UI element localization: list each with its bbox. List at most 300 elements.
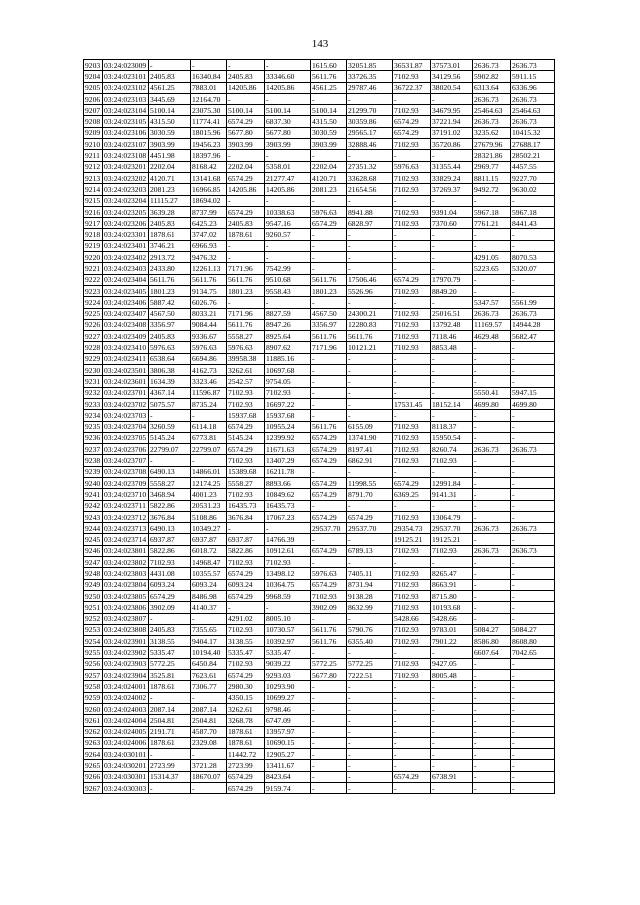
- table-row: [84, 376, 555, 387]
- table-cell: -: [227, 602, 265, 613]
- table-cell: 03:24:023201: [103, 161, 149, 172]
- table-cell: 9242: [84, 500, 103, 511]
- table-cell: 13141.68: [191, 172, 227, 183]
- table-cell: 5558.27: [227, 331, 265, 342]
- table-cell: 4315.50: [149, 116, 191, 127]
- table-cell: 3030.59: [311, 127, 347, 138]
- table-cell: 03:24:024006: [103, 737, 149, 748]
- table-cell: 8423.64: [265, 771, 311, 782]
- table-cell: 7901.22: [431, 636, 473, 647]
- table-cell: -: [431, 760, 473, 771]
- table-cell: -: [473, 342, 511, 353]
- table-cell: 7102.93: [393, 172, 431, 183]
- table-cell: 11442.72: [227, 749, 265, 760]
- table-cell: 36531.87: [393, 60, 431, 71]
- table-cell: 10912.61: [265, 545, 311, 556]
- table-row: [84, 116, 555, 127]
- table-cell: -: [227, 297, 265, 308]
- table-cell: 9253: [84, 624, 103, 635]
- table-cell: -: [347, 240, 393, 251]
- table-cell: 33829.24: [431, 172, 473, 183]
- table-cell: -: [473, 500, 511, 511]
- table-cell: -: [191, 410, 227, 421]
- table-cell: 6574.29: [347, 511, 393, 522]
- table-cell: 2636.73: [511, 523, 555, 534]
- table-cell: 9245: [84, 534, 103, 545]
- table-cell: 03:24:023102: [103, 82, 149, 93]
- table-cell: 11998.55: [347, 477, 393, 488]
- table-cell: -: [511, 195, 555, 206]
- table-cell: 03:24:024003: [103, 703, 149, 714]
- table-cell: 03:24:023408: [103, 319, 149, 330]
- table-cell: -: [227, 523, 265, 534]
- table-cell: -: [311, 93, 347, 104]
- table-cell: 5976.63: [311, 568, 347, 579]
- table-cell: 1878.61: [149, 737, 191, 748]
- table-cell: 7102.93: [227, 624, 265, 635]
- table-cell: -: [265, 195, 311, 206]
- table-cell: -: [347, 353, 393, 364]
- table-cell: 3903.99: [311, 139, 347, 150]
- table-cell: 7102.93: [227, 489, 265, 500]
- table-cell: -: [393, 726, 431, 737]
- table-row: [84, 421, 555, 432]
- table-row: [84, 398, 555, 409]
- table-cell: 03:24:024004: [103, 715, 149, 726]
- table-cell: 2723.99: [227, 760, 265, 771]
- table-cell: 7102.93: [393, 421, 431, 432]
- table-row: [84, 602, 555, 613]
- table-cell: -: [511, 432, 555, 443]
- table-cell: 2504.81: [149, 715, 191, 726]
- table-cell: 6738.91: [431, 771, 473, 782]
- table-cell: 6355.40: [347, 636, 393, 647]
- table-cell: 29537.70: [431, 523, 473, 534]
- table-cell: -: [311, 376, 347, 387]
- table-cell: 9236: [84, 432, 103, 443]
- table-cell: -: [311, 263, 347, 274]
- table-cell: -: [347, 647, 393, 658]
- table-cell: -: [431, 195, 473, 206]
- table-row: [84, 206, 555, 217]
- table-cell: 33628.68: [347, 172, 393, 183]
- table-cell: 9210: [84, 139, 103, 150]
- table-cell: 3356.97: [311, 319, 347, 330]
- table-cell: 6694.86: [191, 353, 227, 364]
- table-cell: -: [473, 410, 511, 421]
- table-cell: 7761.21: [473, 218, 511, 229]
- table-cell: -: [473, 534, 511, 545]
- table-cell: 03:24:023714: [103, 534, 149, 545]
- table-row: [84, 240, 555, 251]
- table-cell: -: [511, 749, 555, 760]
- table-cell: 03:24:023501: [103, 365, 149, 376]
- table-cell: 6966.93: [191, 240, 227, 251]
- table-cell: 5145.24: [227, 432, 265, 443]
- table-cell: 8168.42: [191, 161, 227, 172]
- table-cell: 7542.99: [265, 263, 311, 274]
- table-cell: 12399.92: [265, 432, 311, 443]
- table-cell: 27688.17: [511, 139, 555, 150]
- table-cell: -: [511, 240, 555, 251]
- table-cell: -: [347, 500, 393, 511]
- table-cell: 5611.76: [311, 624, 347, 635]
- table-cell: 5611.76: [227, 274, 265, 285]
- table-cell: 5335.47: [265, 647, 311, 658]
- table-cell: 5976.63: [393, 161, 431, 172]
- table-cell: 17067.23: [265, 511, 311, 522]
- table-cell: -: [311, 647, 347, 658]
- table-cell: 7222.51: [347, 670, 393, 681]
- table-cell: 27679.96: [473, 139, 511, 150]
- table-cell: 3902.09: [149, 602, 191, 613]
- table-cell: 5682.47: [511, 331, 555, 342]
- table-cell: -: [473, 715, 511, 726]
- table-cell: 03:24:023706: [103, 444, 149, 455]
- table-row: [84, 195, 555, 206]
- table-cell: 14944.28: [511, 319, 555, 330]
- table-cell: -: [511, 613, 555, 624]
- table-cell: 16211.78: [265, 466, 311, 477]
- table-cell: 8486.98: [191, 590, 227, 601]
- table-cell: -: [511, 489, 555, 500]
- table-cell: 6093.24: [191, 579, 227, 590]
- table-cell: -: [347, 783, 393, 794]
- table-cell: -: [473, 353, 511, 364]
- table-cell: -: [311, 229, 347, 240]
- table-cell: 3902.09: [311, 602, 347, 613]
- table-cell: -: [473, 749, 511, 760]
- table-cell: 18397.96: [191, 150, 227, 161]
- table-cell: -: [473, 783, 511, 794]
- table-cell: 6313.64: [473, 82, 511, 93]
- table-cell: 7102.93: [393, 670, 431, 681]
- table-row: [84, 511, 555, 522]
- table-cell: 9404.17: [191, 636, 227, 647]
- table-cell: 03:24:023601: [103, 376, 149, 387]
- table-cell: 5611.76: [311, 421, 347, 432]
- table-cell: 37191.02: [431, 127, 473, 138]
- table-cell: -: [227, 60, 265, 71]
- table-cell: 27351.32: [347, 161, 393, 172]
- table-cell: 20531.23: [191, 500, 227, 511]
- table-cell: 4561.25: [149, 82, 191, 93]
- table-cell: -: [511, 602, 555, 613]
- table-cell: 2504.81: [191, 715, 227, 726]
- table-cell: 5145.24: [149, 432, 191, 443]
- table-row: [84, 229, 555, 240]
- table-cell: -: [347, 771, 393, 782]
- table-cell: -: [393, 353, 431, 364]
- table-cell: 9247: [84, 557, 103, 568]
- table-cell: 03:24:023101: [103, 71, 149, 82]
- table-cell: -: [393, 715, 431, 726]
- table-cell: 9227.70: [511, 172, 555, 183]
- table-cell: 9214: [84, 184, 103, 195]
- table-cell: 8260.74: [431, 444, 473, 455]
- table-cell: 3138.55: [227, 636, 265, 647]
- table-cell: 6574.29: [393, 477, 431, 488]
- table-cell: -: [311, 410, 347, 421]
- table-cell: 5772.25: [149, 658, 191, 669]
- table-cell: 9510.68: [265, 274, 311, 285]
- table-cell: 7118.46: [431, 331, 473, 342]
- table-cell: -: [511, 410, 555, 421]
- table-cell: 03:24:024001: [103, 681, 149, 692]
- table-cell: -: [511, 466, 555, 477]
- table-cell: 4315.50: [311, 116, 347, 127]
- table-cell: 7405.11: [347, 568, 393, 579]
- table-cell: 37573.01: [431, 60, 473, 71]
- table-cell: 9249: [84, 579, 103, 590]
- table-cell: 03:24:023204: [103, 195, 149, 206]
- table-cell: 9492.72: [473, 184, 511, 195]
- table-cell: 2087.14: [191, 703, 227, 714]
- table-cell: 7102.93: [265, 557, 311, 568]
- table-cell: -: [311, 353, 347, 364]
- table-cell: 16435.73: [227, 500, 265, 511]
- table-cell: -: [393, 229, 431, 240]
- table-row: [84, 365, 555, 376]
- table-cell: 8811.15: [473, 172, 511, 183]
- table-cell: 2636.73: [473, 93, 511, 104]
- table-cell: 6574.29: [311, 455, 347, 466]
- table-cell: 6773.81: [191, 432, 227, 443]
- table-cell: 1801.23: [311, 285, 347, 296]
- table-cell: 03:24:024005: [103, 726, 149, 737]
- table-cell: 35720.86: [431, 139, 473, 150]
- table-cell: 4451.98: [149, 150, 191, 161]
- table-cell: -: [265, 240, 311, 251]
- table-row: [84, 624, 555, 635]
- table-cell: 22799.07: [149, 444, 191, 455]
- table-cell: 37221.94: [431, 116, 473, 127]
- table-cell: -: [431, 263, 473, 274]
- table-cell: 03:24:023705: [103, 432, 149, 443]
- table-cell: 6026.76: [191, 297, 227, 308]
- table-cell: 9547.16: [265, 218, 311, 229]
- table-cell: 9259: [84, 692, 103, 703]
- table-cell: 6574.29: [311, 545, 347, 556]
- table-cell: 9476.32: [191, 252, 227, 263]
- table-cell: 4367.14: [149, 387, 191, 398]
- table-cell: 1615.60: [311, 60, 347, 71]
- table-cell: 5611.76: [311, 274, 347, 285]
- table-cell: 9226: [84, 319, 103, 330]
- table-cell: 6607.64: [473, 647, 511, 658]
- table-cell: 5611.76: [347, 331, 393, 342]
- table-cell: 1878.61: [227, 737, 265, 748]
- table-cell: 6574.29: [227, 670, 265, 681]
- table-cell: 5947.15: [511, 387, 555, 398]
- table-cell: -: [473, 511, 511, 522]
- table-cell: 4587.70: [191, 726, 227, 737]
- table-cell: 8941.88: [347, 206, 393, 217]
- table-cell: -: [431, 297, 473, 308]
- table-cell: -: [347, 263, 393, 274]
- table-cell: 28502.21: [511, 150, 555, 161]
- table-cell: 9211: [84, 150, 103, 161]
- table-cell: 7355.65: [191, 624, 227, 635]
- table-cell: 2191.71: [149, 726, 191, 737]
- table-body: [84, 60, 555, 794]
- table-cell: 7102.93: [149, 557, 191, 568]
- table-cell: 25464.63: [511, 105, 555, 116]
- table-cell: -: [473, 568, 511, 579]
- table-cell: 4162.73: [191, 365, 227, 376]
- table-cell: 9227: [84, 331, 103, 342]
- table-cell: -: [311, 500, 347, 511]
- table-cell: 10697.68: [265, 365, 311, 376]
- table-row: [84, 658, 555, 669]
- table-cell: 11774.41: [191, 116, 227, 127]
- table-cell: -: [431, 703, 473, 714]
- table-cell: -: [473, 240, 511, 251]
- table-cell: 03:24:023709: [103, 477, 149, 488]
- table-row: [84, 71, 555, 82]
- table-cell: 03:24:023104: [103, 105, 149, 116]
- table-cell: 7171.96: [311, 342, 347, 353]
- table-cell: -: [265, 252, 311, 263]
- table-row: [84, 647, 555, 658]
- table-cell: 6155.09: [347, 421, 393, 432]
- table-cell: 13064.79: [431, 511, 473, 522]
- table-cell: -: [393, 647, 431, 658]
- table-cell: -: [347, 297, 393, 308]
- table-row: [84, 444, 555, 455]
- table-cell: 03:24:023711: [103, 500, 149, 511]
- table-cell: 03:24:023409: [103, 331, 149, 342]
- table-cell: 5902.82: [473, 71, 511, 82]
- table-cell: 03:24:023708: [103, 466, 149, 477]
- table-row: [84, 410, 555, 421]
- table-cell: 9223: [84, 285, 103, 296]
- table-cell: -: [511, 511, 555, 522]
- table-cell: 3445.69: [149, 93, 191, 104]
- table-row: [84, 432, 555, 443]
- table-cell: 2636.73: [511, 545, 555, 556]
- table-cell: -: [191, 783, 227, 794]
- table-cell: 25016.51: [431, 308, 473, 319]
- table-row: [84, 387, 555, 398]
- table-cell: -: [473, 477, 511, 488]
- table-cell: -: [473, 274, 511, 285]
- table-cell: 9220: [84, 252, 103, 263]
- table-row: [84, 342, 555, 353]
- table-cell: 16340.84: [191, 71, 227, 82]
- table-row: [84, 568, 555, 579]
- table-cell: 13407.29: [265, 455, 311, 466]
- table-cell: 8441.43: [511, 218, 555, 229]
- table-cell: -: [511, 681, 555, 692]
- table-cell: -: [473, 579, 511, 590]
- table-row: [84, 82, 555, 93]
- table-cell: -: [431, 647, 473, 658]
- table-cell: -: [511, 760, 555, 771]
- table-cell: -: [265, 297, 311, 308]
- table-cell: -: [511, 229, 555, 240]
- table-row: [84, 749, 555, 760]
- table-cell: 6490.13: [149, 466, 191, 477]
- table-cell: 28321.86: [473, 150, 511, 161]
- table-cell: -: [511, 342, 555, 353]
- table-cell: -: [227, 252, 265, 263]
- table-cell: 9293.03: [265, 670, 311, 681]
- table-cell: -: [393, 195, 431, 206]
- table-cell: 4457.55: [511, 161, 555, 172]
- table-cell: 03:24:024002: [103, 692, 149, 703]
- table-cell: 1634.39: [149, 376, 191, 387]
- table-row: [84, 150, 555, 161]
- table-cell: 33346.60: [265, 71, 311, 82]
- table-cell: -: [473, 421, 511, 432]
- table-cell: 38020.54: [431, 82, 473, 93]
- table-cell: 03:24:023704: [103, 421, 149, 432]
- table-cell: 03:24:023903: [103, 658, 149, 669]
- table-cell: 12905.27: [265, 749, 311, 760]
- table-cell: 18670.07: [191, 771, 227, 782]
- table-cell: -: [265, 93, 311, 104]
- table-cell: 5558.27: [149, 477, 191, 488]
- table-cell: 9217: [84, 218, 103, 229]
- table-cell: 6574.29: [393, 116, 431, 127]
- table-row: [84, 703, 555, 714]
- table-row: [84, 579, 555, 590]
- table-cell: -: [227, 150, 265, 161]
- table-cell: 7102.93: [227, 557, 265, 568]
- table-cell: -: [431, 387, 473, 398]
- table-cell: 9558.43: [265, 285, 311, 296]
- table-cell: 29537.70: [347, 523, 393, 534]
- table-cell: 3639.28: [149, 206, 191, 217]
- table-cell: 5611.76: [311, 71, 347, 82]
- table-cell: 21654.56: [347, 184, 393, 195]
- table-cell: 03:24:030101: [103, 749, 149, 760]
- table-cell: 18015.96: [191, 127, 227, 138]
- table-cell: 5108.86: [191, 511, 227, 522]
- table-cell: 7102.93: [431, 545, 473, 556]
- table-cell: 5084.27: [511, 624, 555, 635]
- table-cell: 11596.87: [191, 387, 227, 398]
- table-cell: 10955.24: [265, 421, 311, 432]
- table-cell: 5075.57: [149, 398, 191, 409]
- table-cell: -: [511, 455, 555, 466]
- table-cell: -: [473, 489, 511, 500]
- table-cell: 6574.29: [393, 771, 431, 782]
- table-cell: 5320.07: [511, 263, 555, 274]
- table-cell: 14205.86: [227, 184, 265, 195]
- table-cell: 2081.23: [311, 184, 347, 195]
- table-cell: 9219: [84, 240, 103, 251]
- table-cell: -: [473, 692, 511, 703]
- table-cell: -: [347, 737, 393, 748]
- table-row: [84, 184, 555, 195]
- table-cell: -: [347, 376, 393, 387]
- table-cell: -: [191, 692, 227, 703]
- table-cell: -: [473, 681, 511, 692]
- table-cell: -: [311, 557, 347, 568]
- table-cell: 4629.48: [473, 331, 511, 342]
- table-cell: 13741.90: [347, 432, 393, 443]
- table-cell: 9630.02: [511, 184, 555, 195]
- table-cell: -: [511, 500, 555, 511]
- table-cell: -: [431, 466, 473, 477]
- table-cell: -: [393, 263, 431, 274]
- table-cell: 6574.29: [311, 489, 347, 500]
- table-cell: 03:24:023904: [103, 670, 149, 681]
- table-cell: 8893.66: [265, 477, 311, 488]
- table-row: [84, 670, 555, 681]
